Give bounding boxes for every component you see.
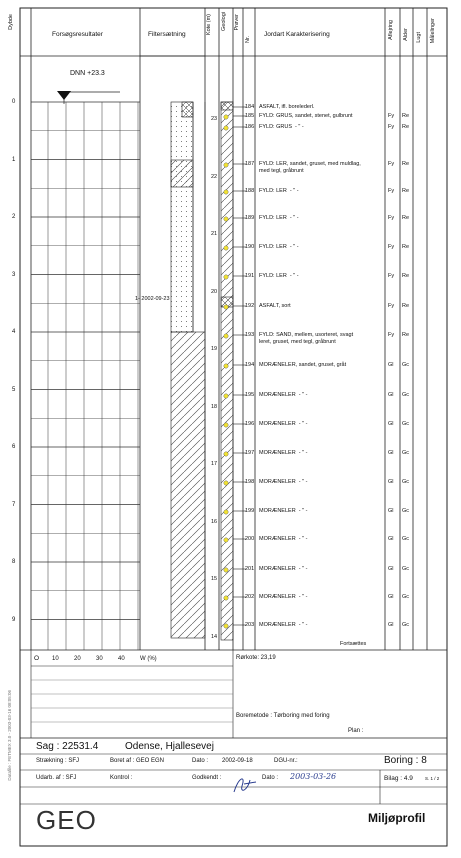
sample-description: FYLD: LER - " - xyxy=(259,215,299,221)
sample-description: FYLD: GRUS, sandet, stenet, gulbrunt xyxy=(259,113,353,119)
sample-description: FYLD: LER - " - xyxy=(259,273,299,279)
depth-tick-label: 4 xyxy=(12,329,16,335)
sample-aflejring: Fy xyxy=(388,303,395,309)
depth-tick-label: 2 xyxy=(12,214,16,220)
sample-description: FYLD: LER - " - xyxy=(259,188,299,194)
sample-description: ASFALT, ifl. borelederl. xyxy=(259,104,315,110)
depth-axis-label: Dybde xyxy=(8,14,14,30)
kote-tick-label: 22 xyxy=(211,173,218,180)
depth-tick-label: 6 xyxy=(12,444,16,450)
datafile-note: Datafile : FETMEX 3.0 - 2003-03-16 08:05:06 xyxy=(7,690,12,781)
sample-alder: Gc xyxy=(402,450,410,456)
kote-tick-label: 17 xyxy=(211,461,218,467)
sample-alder: Re xyxy=(402,124,410,130)
sag-number: Sag : 22531.4 xyxy=(36,741,99,752)
plan-label: Plan : xyxy=(348,728,364,734)
sample-description: MORÆNELER - " - xyxy=(259,622,308,628)
sample-alder: Re xyxy=(402,273,410,279)
kote-tick-label: 21 xyxy=(211,231,218,237)
w-axis-tick: 10 xyxy=(52,656,59,662)
document-title: Miljøprofil xyxy=(368,811,426,825)
sample-aflejring: Gl xyxy=(388,622,394,628)
sample-aflejring: Gl xyxy=(388,508,394,514)
sample-description: MORÆNELER - " - xyxy=(259,421,308,427)
depth-tick-label: 9 xyxy=(12,616,16,623)
w-axis-label: W (%) xyxy=(140,656,157,662)
sample-alder: Gc xyxy=(402,479,410,485)
fortsaettes-label: Fortsættes xyxy=(340,641,367,647)
sample-nr: 195 xyxy=(245,392,255,398)
sample-alder: Re xyxy=(402,303,410,309)
sample-description: MORÆNELER - " - xyxy=(259,536,308,542)
sample-alder: Gc xyxy=(402,594,410,600)
kote-tick-label: 23 xyxy=(211,116,218,122)
dnn-label: DNN +23.3 xyxy=(70,70,105,77)
boring-number: Boring : 8 xyxy=(384,755,427,766)
sample-description: MORÆNELER - " - xyxy=(259,566,308,572)
depth-tick-label: 1 xyxy=(12,156,16,163)
kote-tick-label: 20 xyxy=(211,288,218,295)
sample-description: MORÆNELER - " - xyxy=(259,594,308,600)
soil-header: Jordart Karakterisering xyxy=(264,31,330,38)
sample-description: ASFALT, sort xyxy=(259,303,291,309)
sample-aflejring: Gl xyxy=(388,594,394,600)
sample-aflejring: Gl xyxy=(388,479,394,485)
dato2-handwritten: 2003-03-26 xyxy=(290,772,337,781)
kote-tick-label: 18 xyxy=(211,403,218,410)
kote-header: Kote (m) xyxy=(206,14,212,36)
sample-alder: Gc xyxy=(402,566,410,572)
malinger-header: Målelinger xyxy=(430,18,436,44)
sample-nr: 197 xyxy=(245,450,255,456)
dato-label: Dato : xyxy=(192,758,209,764)
godkendt: Godkendt : xyxy=(192,775,222,781)
sample-aflejring: Gl xyxy=(388,362,394,368)
page-number: S. 1 / 2 xyxy=(425,776,440,781)
depth-tick-label: 3 xyxy=(12,271,16,278)
sample-nr: 192 xyxy=(245,303,255,309)
sample-nr: 190 xyxy=(245,244,255,250)
sample-nr: 199 xyxy=(245,508,255,514)
water-date: 1- 2002-09-23 xyxy=(135,296,170,302)
sample-nr: 203 xyxy=(245,622,255,628)
sample-nr: 187 xyxy=(245,161,255,167)
sample-aflejring: Fy xyxy=(388,215,395,221)
location: Odense, Hjallesevej xyxy=(125,741,214,752)
sample-nr: 193 xyxy=(245,332,255,338)
sample-aflejring: Gl xyxy=(388,421,394,427)
sample-aflejring: Gl xyxy=(388,392,394,398)
sample-aflejring: Fy xyxy=(388,273,395,279)
bilag: Bilag : 4.9 xyxy=(384,775,413,782)
geology-header: Geologi xyxy=(221,12,227,31)
sample-nr: 196 xyxy=(245,421,255,427)
sample-description: FYLD: LER, sandet, gruset, med muldlag, med tegl, gråbrunt xyxy=(259,161,361,174)
sample-nr: 188 xyxy=(245,188,255,194)
lugt-header: Lugt xyxy=(416,32,422,43)
sample-description: MORÆNELER - " - xyxy=(259,479,308,485)
sample-aflejring: Gl xyxy=(388,450,394,456)
sample-alder: Re xyxy=(402,215,410,221)
dgu-label: DGU-nr.: xyxy=(274,758,298,764)
sample-description: MORÆNELER, sandet, gruset, gråt xyxy=(259,362,347,368)
rorkote: Rørkote: 23,19 xyxy=(236,655,276,661)
sample-aflejring: Fy xyxy=(388,124,395,130)
sample-nr: 184 xyxy=(245,104,255,110)
sample-description: FYLD: GRUS - " - xyxy=(259,124,304,130)
sample-alder: Gc xyxy=(402,362,410,368)
w-axis-tick: 40 xyxy=(118,656,125,662)
sample-alder: Re xyxy=(402,244,410,250)
sample-nr: 191 xyxy=(245,273,255,279)
sample-aflejring: Gl xyxy=(388,536,394,542)
sample-nr: 201 xyxy=(245,566,255,572)
sample-description: MORÆNELER - " - xyxy=(259,450,308,456)
dato-value: 2002-09-18 xyxy=(222,758,253,764)
straekning: Strækning : SFJ xyxy=(36,758,80,764)
kote-tick-label: 16 xyxy=(211,518,218,525)
nr-header: Nr. xyxy=(245,36,251,44)
sample-description: MORÆNELER - " - xyxy=(259,392,308,398)
sample-aflejring: Fy xyxy=(388,332,395,338)
results-header: Forsøgsresultater xyxy=(52,31,103,38)
filter-header: Filtersætning xyxy=(148,31,186,38)
sample-description: MORÆNELER - " - xyxy=(259,508,308,514)
sample-alder: Gc xyxy=(402,622,410,628)
udarb-af: Udarb. af : SFJ xyxy=(36,775,77,781)
kote-tick-label: 19 xyxy=(211,346,218,352)
w-axis-origin: O xyxy=(34,655,40,662)
depth-tick-label: 7 xyxy=(12,501,16,508)
w-axis-tick: 30 xyxy=(96,656,103,662)
sample-description: FYLD: SAND, mellem, usorteret, svagt leret, gruset, med tegl, gråbrunt xyxy=(259,332,354,345)
sample-nr: 185 xyxy=(245,113,255,119)
sample-alder: Re xyxy=(402,332,410,338)
sample-aflejring: Fy xyxy=(388,188,395,194)
signature xyxy=(228,770,264,800)
sample-description: FYLD: LER - " - xyxy=(259,244,299,250)
aflejring-header: Aflejring xyxy=(388,20,394,40)
sample-aflejring: Fy xyxy=(388,244,395,250)
sample-alder: Re xyxy=(402,113,410,119)
sample-aflejring: Fy xyxy=(388,113,395,119)
depth-tick-label: 8 xyxy=(12,559,16,565)
sample-alder: Gc xyxy=(402,536,410,542)
dato2-label: Dato : xyxy=(262,775,279,781)
sample-nr: 189 xyxy=(245,215,255,221)
depth-tick-label: 5 xyxy=(12,386,16,393)
w-axis-tick: 20 xyxy=(74,656,81,662)
kote-tick-label: 14 xyxy=(211,633,218,640)
geo-logo: GEO xyxy=(36,805,97,835)
sample-alder: Gc xyxy=(402,508,410,514)
sample-aflejring: Gl xyxy=(388,566,394,572)
boret-af: Boret af : GEO EGN xyxy=(110,758,165,764)
sample-nr: 202 xyxy=(245,594,255,600)
sample-nr: 186 xyxy=(245,124,255,130)
sample-nr: 198 xyxy=(245,479,255,485)
sample-alder: Gc xyxy=(402,421,410,427)
boremetode: Boremetode : Tørboring med foring xyxy=(236,713,330,719)
prover-header: Prøver xyxy=(234,14,240,31)
sample-nr: 200 xyxy=(245,536,255,542)
sample-aflejring: Fy xyxy=(388,161,395,167)
sample-nr: 194 xyxy=(245,362,255,368)
alder-header: Alder xyxy=(403,28,409,41)
sample-alder: Re xyxy=(402,188,410,194)
kote-tick-label: 15 xyxy=(211,576,218,582)
sample-alder: Re xyxy=(402,161,410,167)
kontrol: Kontrol : xyxy=(110,775,133,781)
depth-tick-label: 0 xyxy=(12,99,16,105)
sample-alder: Gc xyxy=(402,392,410,398)
